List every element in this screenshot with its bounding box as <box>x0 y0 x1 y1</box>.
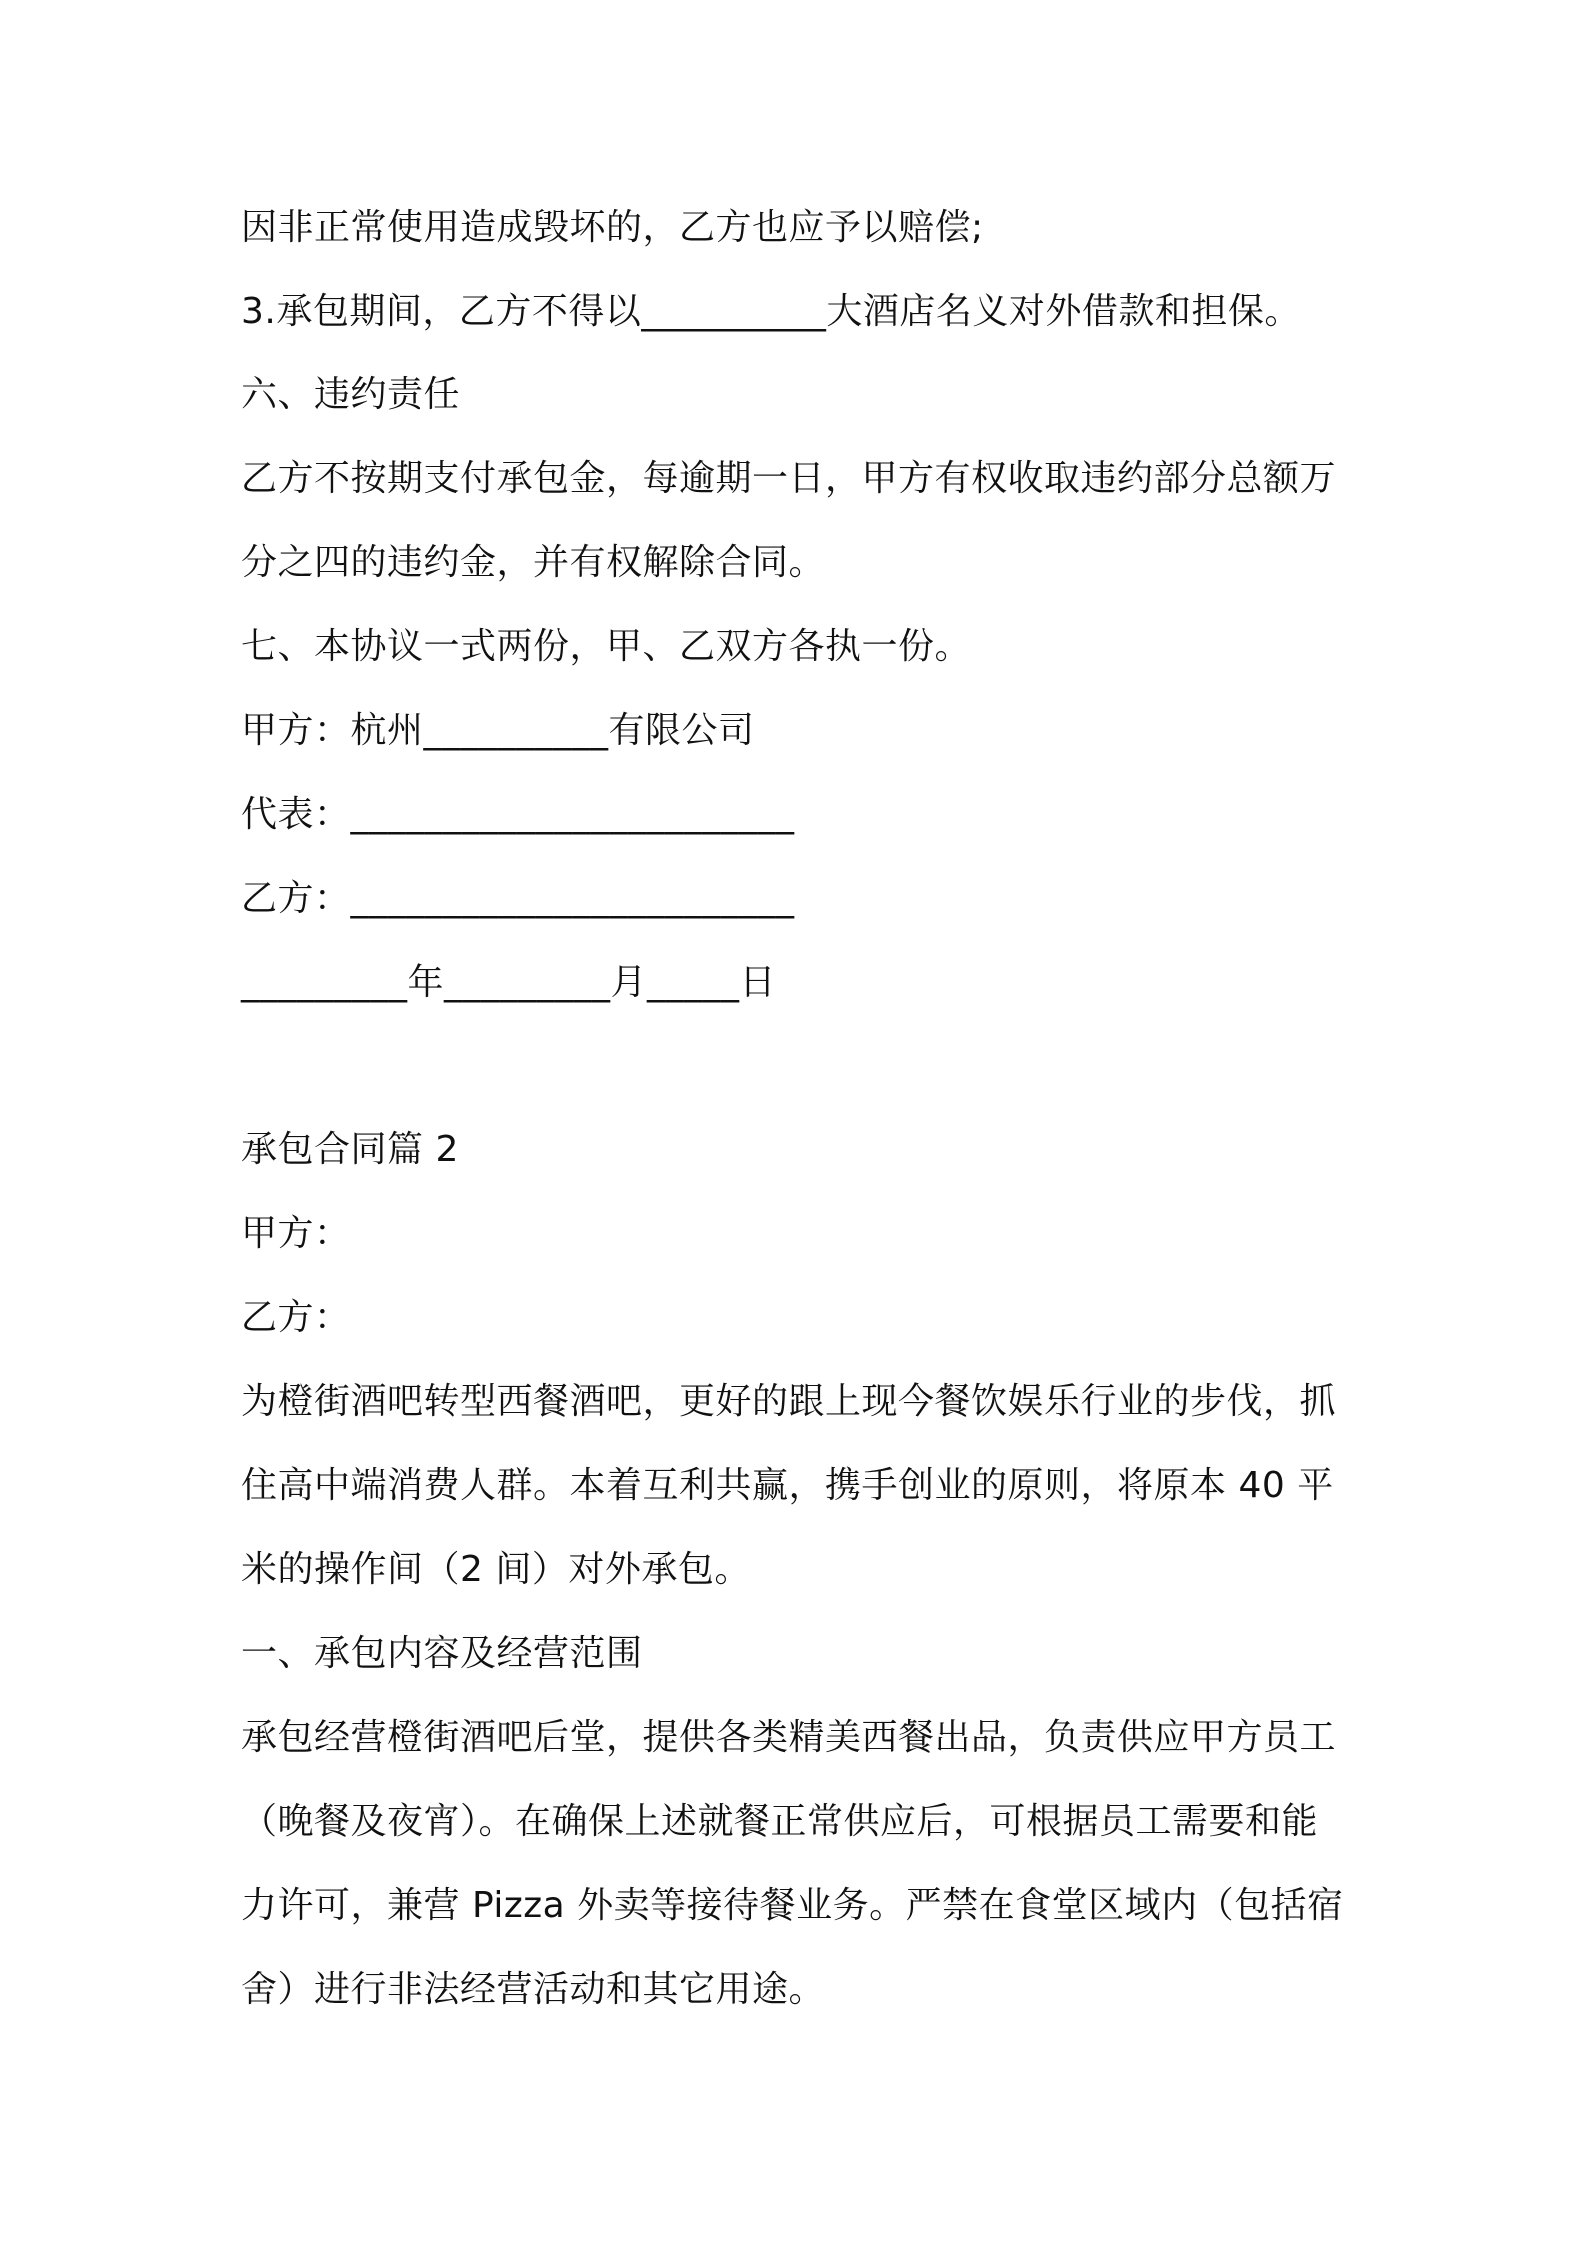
section-heading-copies: 七、本协议一式两份，甲、乙双方各执一份。 <box>241 626 972 667</box>
section-heading-scope: 一、承包内容及经营范围 <box>241 1633 643 1674</box>
paragraph-line: 承包经营橙街酒吧后堂，提供各类精美西餐出品，负责供应甲方员工 <box>241 1717 1337 1758</box>
signature-party-a: 甲方：杭州__________有限公司 <box>241 710 755 751</box>
paragraph-line: 乙方不按期支付承包金，每逾期一日，甲方有权收取违约部分总额万 <box>241 458 1337 499</box>
party-a-label: 甲方： <box>241 1213 351 1254</box>
paragraph-line: 因非正常使用造成毁坏的，乙方也应予以赔偿; <box>241 207 984 248</box>
paragraph-line: 分之四的违约金，并有权解除合同。 <box>241 542 826 583</box>
paragraph-line: 住高中端消费人群。本着互利共赢，携手创业的原则，将原本 40 平 <box>241 1465 1334 1506</box>
signature-representative: 代表：________________________ <box>241 794 795 835</box>
paragraph-line: （晚餐及夜宵）。在确保上述就餐正常供应后，可根据员工需要和能 <box>241 1801 1319 1842</box>
signature-party-b: 乙方：________________________ <box>241 878 795 919</box>
paragraph-line: 米的操作间（2 间）对外承包。 <box>241 1549 751 1590</box>
paragraph-line: 舍）进行非法经营活动和其它用途。 <box>241 1969 826 2010</box>
section-heading-breach: 六、违约责任 <box>241 374 461 415</box>
contract-title: 承包合同篇 2 <box>241 1129 459 1170</box>
paragraph-line: 力许可，兼营 Pizza 外卖等接待餐业务。严禁在食堂区域内（包括宿 <box>241 1885 1344 1926</box>
clause-3-line: 3.承包期间，乙方不得以__________大酒店名义对外借款和担保。 <box>241 291 1301 332</box>
party-b-label: 乙方： <box>241 1297 351 1338</box>
paragraph-line: 为橙街酒吧转型西餐酒吧，更好的跟上现今餐饮娱乐行业的步伐，抓 <box>241 1381 1337 1422</box>
signature-date: _________年_________月_____日 <box>241 962 776 1003</box>
